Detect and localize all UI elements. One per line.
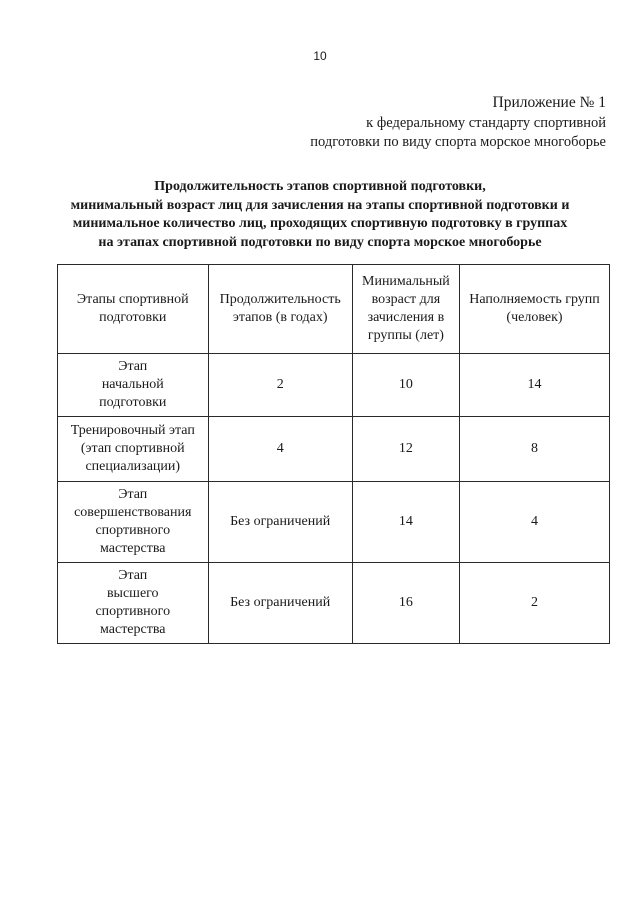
appendix-reference: к федеральному стандарту спортивной: [366, 115, 606, 131]
title-line: минимальный возраст лиц для зачисления на этапы спортивной подготовки и: [70, 197, 570, 213]
group-size-cell: 14: [459, 354, 609, 417]
stage-cell: Тренировочный этап (этап спортивной специализации): [58, 417, 209, 482]
table-row: [58, 563, 610, 644]
group-size-cell: 8: [459, 417, 609, 482]
stage-cell: Этап высшего спортивного мастерства: [58, 563, 209, 644]
appendix-number: Приложение № 1: [492, 94, 606, 111]
table-header-row: [58, 265, 610, 354]
group-size-cell: 2: [459, 563, 609, 644]
title-line: на этапах спортивной подготовки по виду спорта морское многоборье: [98, 234, 542, 250]
duration-cell: 4: [208, 417, 352, 482]
header-duration: Продолжительность этапов (в годах): [208, 265, 352, 354]
table-row: [58, 482, 610, 563]
title-line: минимальное количество лиц, проходящих спортивную подготовку в группах: [72, 216, 568, 231]
appendix-header: [310, 92, 606, 152]
table-row: [58, 354, 610, 417]
min-age-cell: 14: [352, 482, 459, 563]
duration-cell: Без ограничений: [208, 482, 352, 563]
table-row: [58, 417, 610, 482]
title-line: Продолжительность этапов спортивной подготовки,: [154, 179, 486, 194]
page-number: 10: [313, 49, 327, 63]
min-age-cell: 16: [352, 563, 459, 644]
duration-cell: 2: [208, 354, 352, 417]
stage-cell: Этап совершенствования спортивного мастерства: [58, 482, 209, 563]
header-min-age: Минимальный возраст для зачисления в группы (лет): [352, 265, 459, 354]
appendix-reference-continued: подготовки по виду спорта морское многоборье: [310, 134, 606, 150]
header-stage: Этапы спортивной подготовки: [58, 265, 209, 354]
min-age-cell: 12: [352, 417, 459, 482]
group-size-cell: 4: [459, 482, 609, 563]
duration-cell: Без ограничений: [208, 563, 352, 644]
stage-cell: Этап начальной подготовки: [58, 354, 209, 417]
document-title: [40, 178, 600, 252]
min-age-cell: 10: [352, 354, 459, 417]
stages-table: [57, 264, 610, 644]
header-group-size: Наполняемость групп (человек): [459, 265, 609, 354]
